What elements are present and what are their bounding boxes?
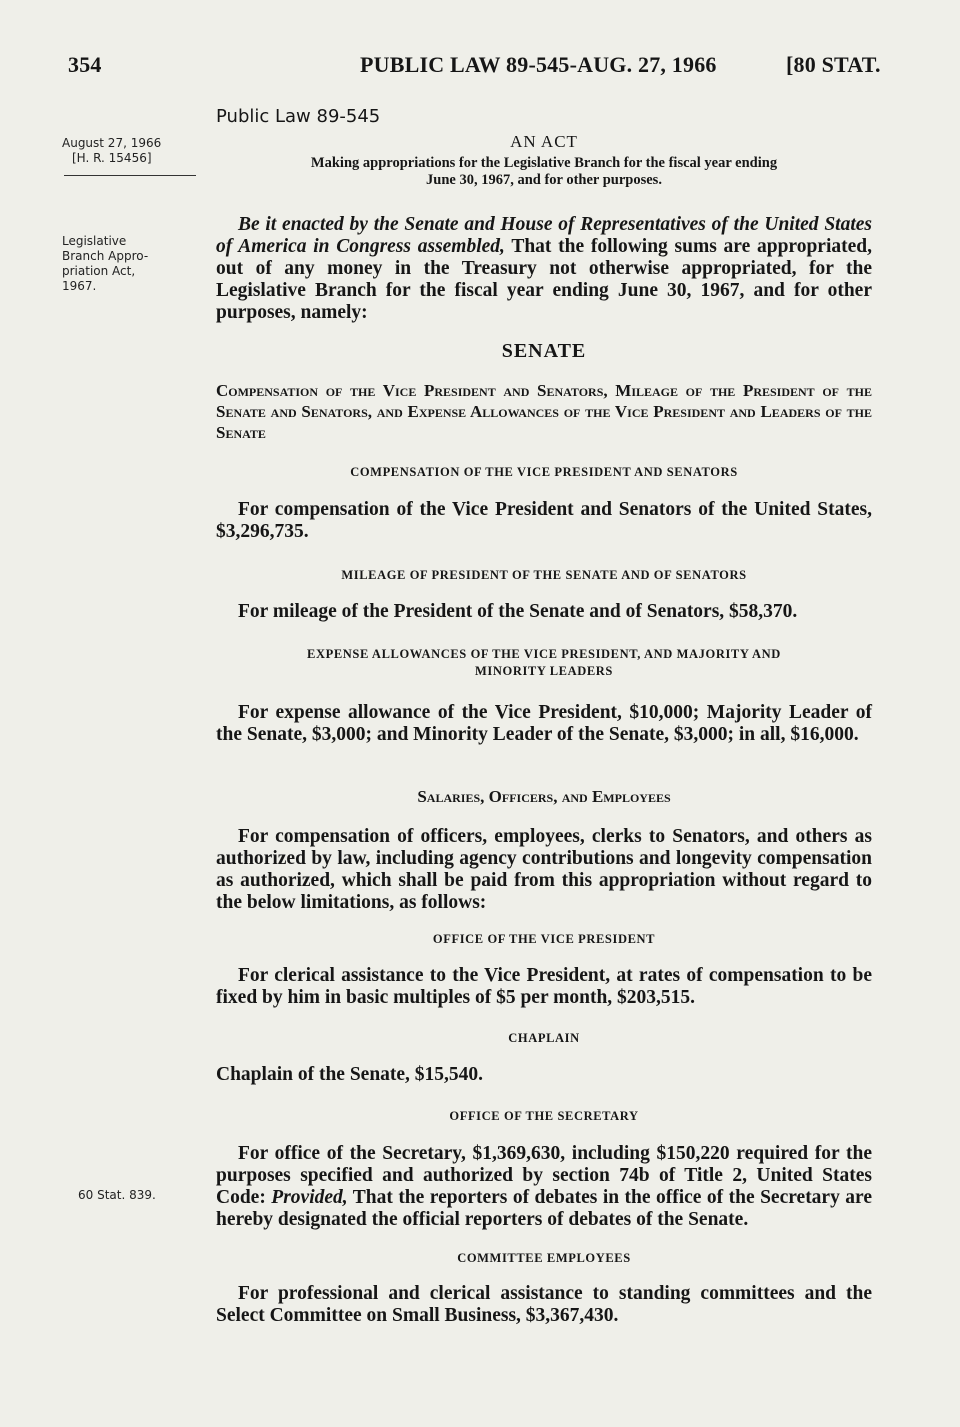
- subheading-committee-employees: COMMITTEE EMPLOYEES: [457, 1251, 631, 1265]
- subheading-expense-allowances: [216, 646, 872, 680]
- paragraph-vice-president-office: For clerical assistance to the Vice President, at rates of compensation to be fixed by him in basic multiples of $5 per month, $203,515.: [216, 965, 872, 1008]
- page-number: 354: [68, 52, 102, 77]
- purpose-line: Making appropriations for the Legislative Branch for the fiscal year ending: [310, 155, 778, 171]
- subheading-line: MINORITY LEADERS: [475, 664, 613, 678]
- paragraph-committee-employees: For professional and clerical assistance to standing committees and the Select Committee on Small Business, $3,367,430.: [216, 1283, 872, 1326]
- public-law-number: Public Law 89-545: [216, 106, 381, 127]
- margin-date-line: August 27, 1966: [62, 136, 162, 150]
- subheading-chaplain: CHAPLAIN: [508, 1031, 580, 1045]
- margin-subject-line: Branch Appro-: [62, 249, 149, 263]
- purpose-line: June 30, 1967, and for other purposes.: [426, 172, 662, 188]
- running-title: PUBLIC LAW 89-545-AUG. 27, 1966: [360, 52, 717, 77]
- stat-reference: [80 STAT.: [786, 52, 881, 77]
- subheading-vice-president-office: OFFICE OF THE VICE PRESIDENT: [432, 932, 656, 946]
- paragraph-compensation: For compensation of the Vice President and Senators of the United States, $3,296,735.: [216, 499, 872, 542]
- paragraph-salaries: For compensation of officers, employees, clerks to Senators, and others as authorized by law, including agency contributions and longevity compensation as authorized, which shall be paid from this appropriation without regard to the below limitations, as follows:: [216, 826, 872, 913]
- margin-rule: [64, 175, 196, 176]
- enacting-text: That the following sums are appropriated, out of any money in the Treasury not otherwise appropriated, for the Legislative Branch for the fiscal year ending June 30, 1967, and for other purposes, namely:: [216, 236, 872, 323]
- salaries-heading: Salaries, Officers, and Employees: [417, 787, 671, 806]
- margin-subject-line: Legislative: [62, 234, 127, 248]
- margin-bill-number: [H. R. 15456]: [72, 151, 152, 165]
- paragraph-secretary: [216, 1143, 872, 1231]
- margin-citation: 60 Stat. 839.: [78, 1188, 156, 1202]
- margin-date: [62, 136, 192, 166]
- paragraph-chaplain: Chaplain of the Senate, $15,540.: [216, 1064, 484, 1085]
- senate-heading: SENATE: [501, 340, 587, 362]
- subheading-line: EXPENSE ALLOWANCES OF THE VICE PRESIDENT, AND MAJORITY AND: [307, 647, 781, 661]
- paragraph-expense-allowances: For expense allowance of the Vice President, $10,000; Majority Leader of the Senate, $3,000; and Minority Leader of the Senate, $3,000; in all, $16,000.: [216, 702, 872, 745]
- enacting-clause: [216, 214, 872, 324]
- secretary-text-start: For office of the Secretary, $1,369,630, including $150,220 required for the purposes specified and authorized by section 74b of Title 2, United States Code:: [216, 1143, 872, 1208]
- compensation-heading: Compensation of the Vice President and Senators, Mileage of the President of the Senate and Senators, and Expense Allowances of the Vice President and Leaders of the Senate: [216, 381, 872, 442]
- act-purpose: [216, 155, 872, 189]
- subheading-secretary: OFFICE OF THE SECRETARY: [449, 1109, 639, 1123]
- enacting-formula: Be it enacted by the Senate and House of Representatives of the United States of America in Congress assembled,: [216, 214, 872, 257]
- paragraph-mileage: For mileage of the President of the Senate and of Senators, $58,370.: [238, 601, 798, 622]
- provided-term: Provided,: [271, 1187, 348, 1208]
- subheading-mileage: MILEAGE OF PRESIDENT OF THE SENATE AND OF SENATORS: [341, 568, 747, 582]
- margin-subject-line: 1967.: [62, 279, 97, 293]
- margin-subject-note: [62, 234, 192, 294]
- subheading-compensation: COMPENSATION OF THE VICE PRESIDENT AND SENATORS: [350, 465, 738, 479]
- margin-subject-line: priation Act,: [62, 264, 136, 278]
- an-act-heading: AN ACT: [510, 132, 578, 151]
- secretary-text-end: That the reporters of debates in the office of the Secretary are hereby designated the official reporters of debates of the Senate.: [216, 1187, 873, 1230]
